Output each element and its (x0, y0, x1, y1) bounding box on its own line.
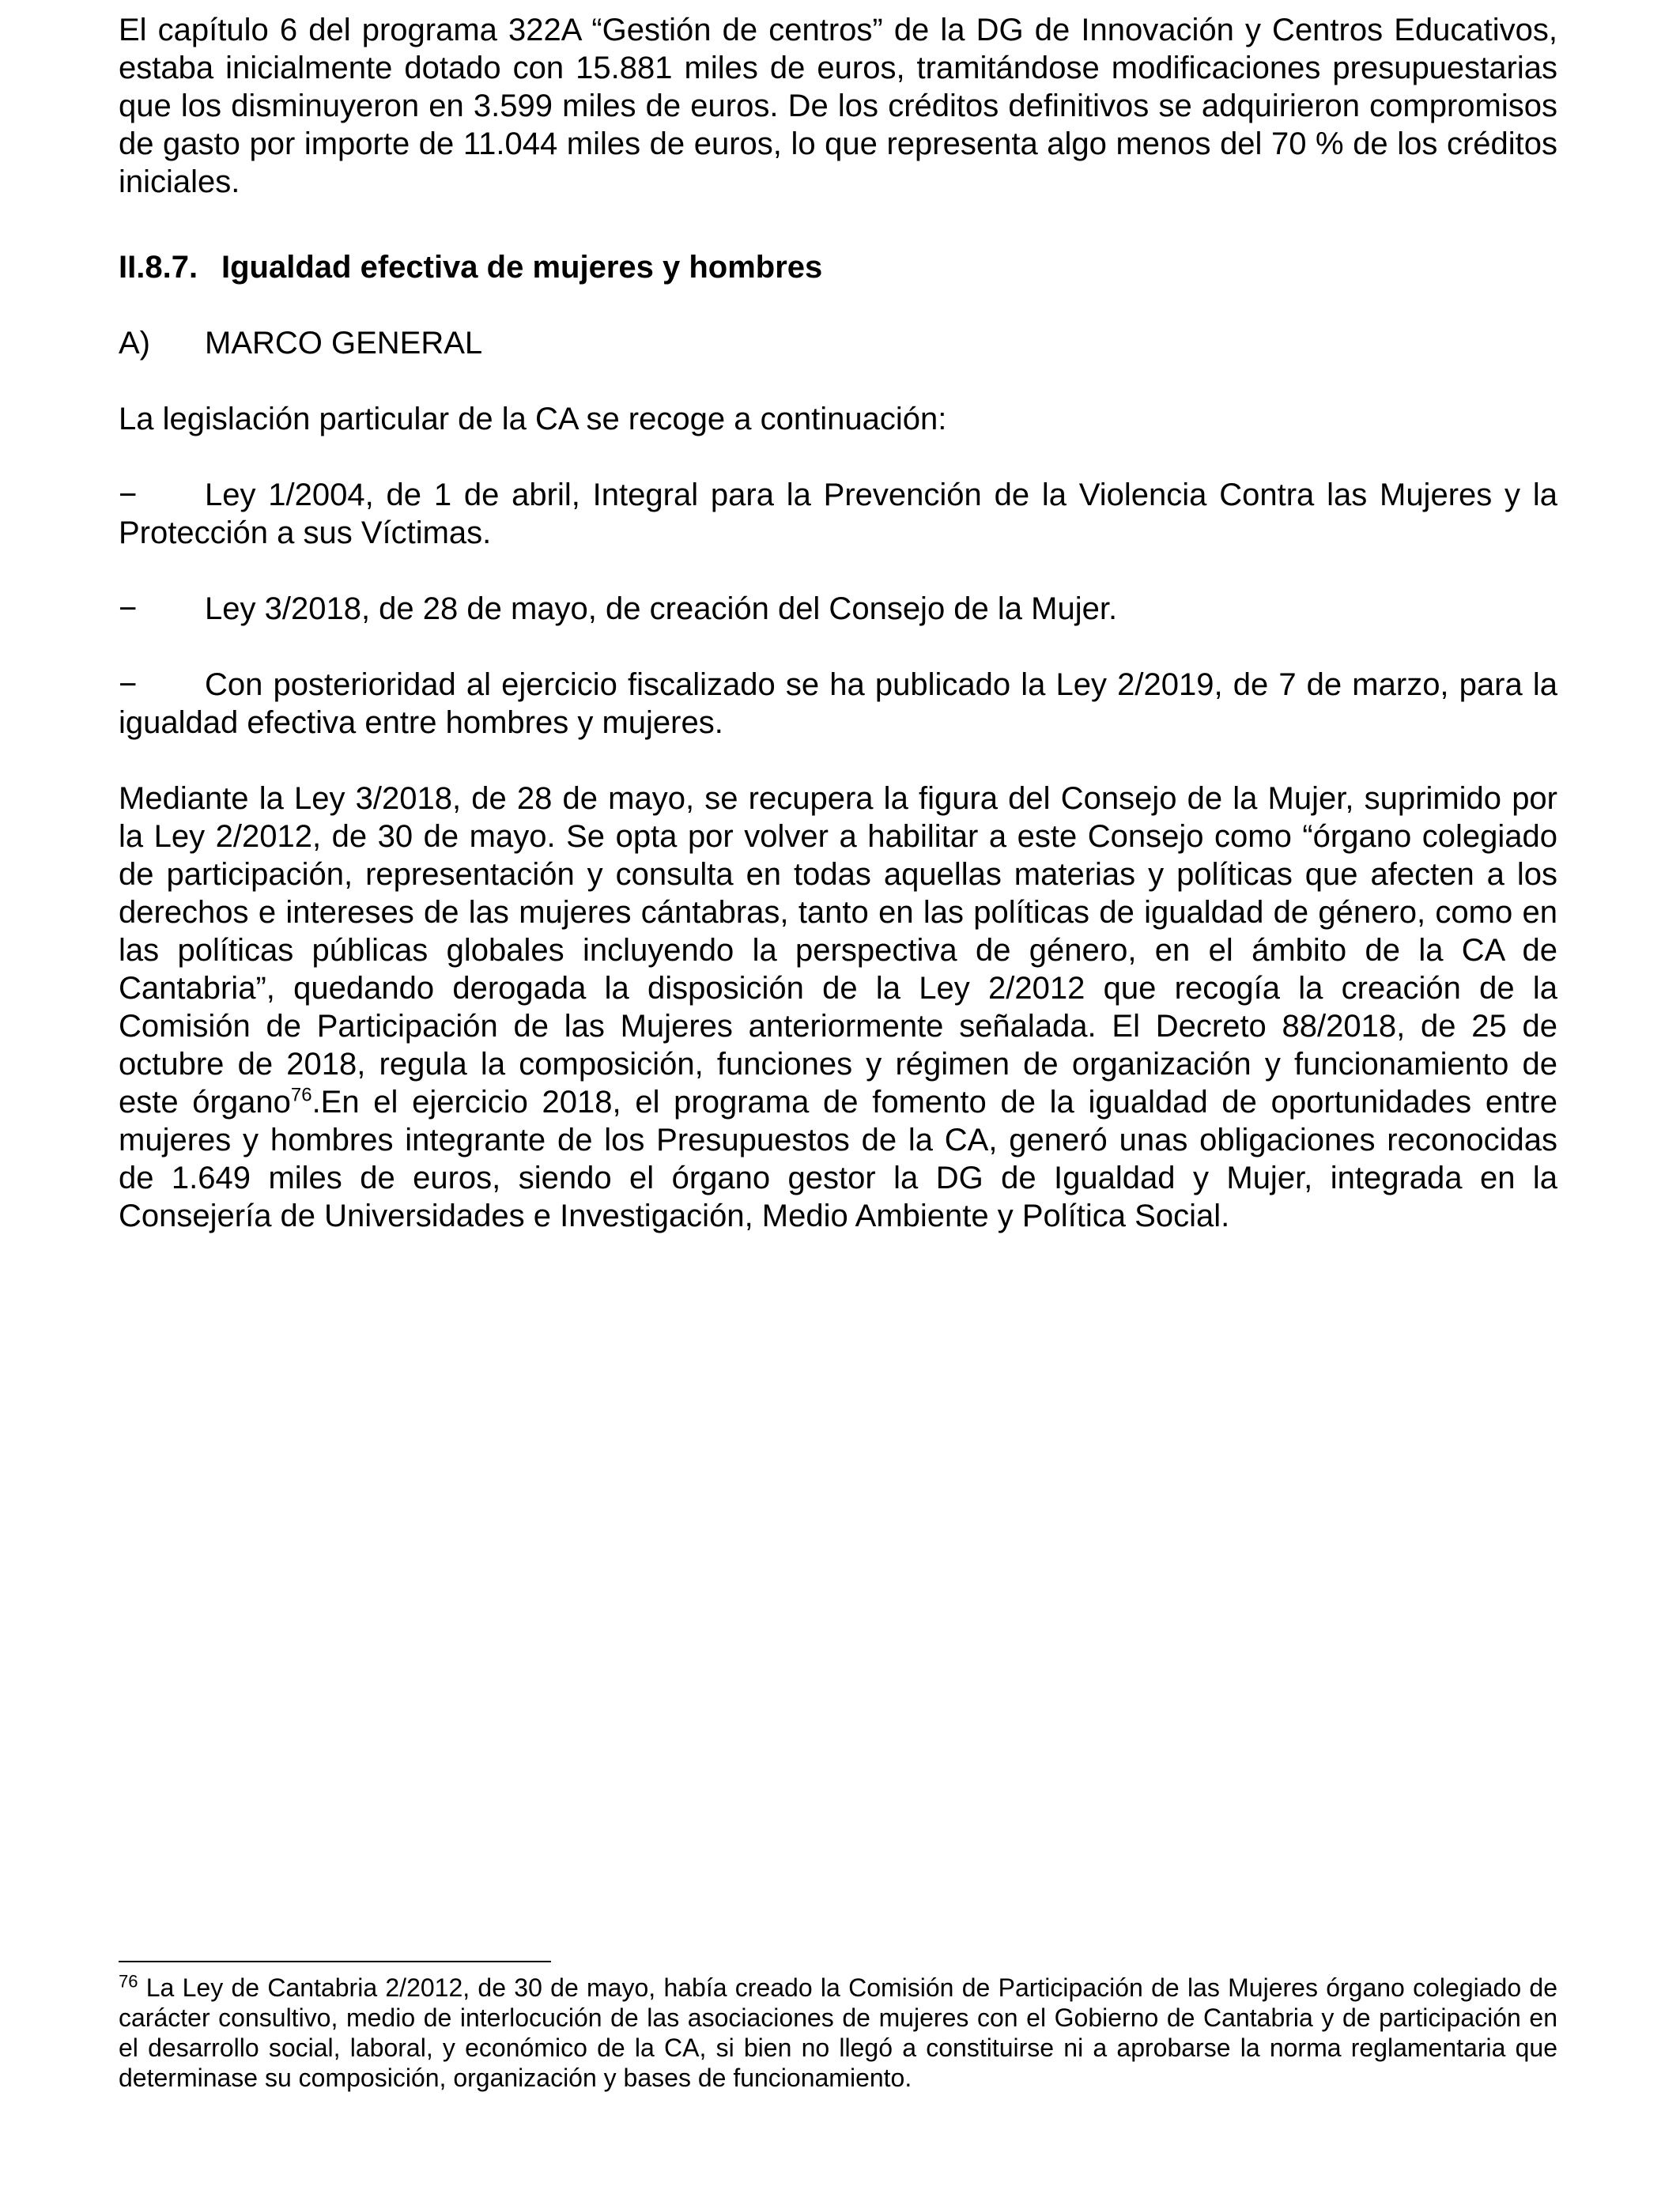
dash-bullet-icon: − (119, 591, 138, 626)
list-item (119, 666, 1557, 742)
list-item-text: Con posterioridad al ejercicio fiscalizado se ha publicado la Ley 2/2019, de 7 de marzo, para la igualdad efectiva entre hombres y mujeres. (119, 667, 1557, 740)
list-item-text: Ley 3/2018, de 28 de mayo, de creación del Consejo de la Mujer. (205, 591, 1118, 626)
list-item (119, 590, 1557, 628)
intro-paragraph: El capítulo 6 del programa 322A “Gestión de centros” de la DG de Innovación y Centros Educativos, estaba inicialmente dotado con 15.881 miles de euros, tramitándose modificaciones presupuestarias que los disminuyeron en 3.599 miles de euros. De los créditos definitivos se adquirieron compromisos de gasto por importe de 11.044 miles de euros, lo que representa algo menos del 70 % de los créditos iniciales. (119, 13, 1557, 199)
section-heading (119, 248, 1557, 286)
section-title: Igualdad efectiva de mujeres y hombres (221, 250, 823, 285)
footnote (119, 1973, 1557, 2093)
footnote-text: La Ley de Cantabria 2/2012, de 30 de mayo, había creado la Comisión de Participación de las Mujeres órgano colegiado de carácter consultivo, medio de interlocución de las asociaciones de mujeres con el Gobierno de Cantabria y de participación en el desarrollo social, laboral, y económico de la CA, si bien no llegó a constituirse ni a aprobarse la norma reglamentaria que determinase su composición, organización y bases de funcionamiento. (119, 1973, 1557, 2092)
subsection-title: MARCO GENERAL (205, 326, 483, 361)
dash-bullet-icon: − (119, 478, 138, 512)
footnote-reference[interactable]: 76 (290, 1084, 312, 1106)
subsection-letter: A) (119, 326, 150, 361)
list-item-text: Ley 1/2004, de 1 de abril, Integral para la Prevención de la Violencia Contra las Mujeres y la Protección a sus Víctimas. (119, 478, 1557, 550)
main-paragraph-part2: .En el ejercicio 2018, el programa de fomento de la igualdad de oportunidades entre mujeres y hombres integrante de los Presupuestos de la CA, generó unas obligaciones reconocidas de 1.649 miles de euros, siendo el órgano gestor la DG de Igualdad y Mujer, integrada en la Consejería de Universidades e Investigación, Medio Ambiente y Política Social. (119, 1085, 1557, 1233)
footnote-number: 76 (119, 1971, 138, 1992)
dash-bullet-icon: − (119, 667, 138, 702)
subsection-heading (119, 324, 1557, 362)
footnote-separator (119, 1961, 551, 1962)
list-item (119, 476, 1557, 552)
legislation-intro: La legislación particular de la CA se recoge a continuación: (119, 402, 947, 436)
document-body (119, 11, 1557, 1235)
main-paragraph-part1: Mediante la Ley 3/2018, de 28 de mayo, se recupera la figura del Consejo de la Mujer, suprimido por la Ley 2/2012, de 30 de mayo. Se opta por volver a habilitar a este Consejo como “órgano colegiado de participación, representación y consulta en todas aquellas materias y políticas que afecten a los derechos e intereses de las mujeres cántabras, tanto en las políticas de igualdad de género, como en las políticas públicas globales incluyendo la perspectiva de género, en el ámbito de la CA de Cantabria”, quedando derogada la disposición de la Ley 2/2012 que recogía la creación de la Comisión de Participación de las Mujeres anteriormente señalada. El Decreto 88/2018, de 25 de octubre de 2018, regula la composición, funciones y régimen de organización y funcionamiento de este órgano (119, 781, 1557, 1120)
main-paragraph (119, 780, 1557, 1235)
section-number: II.8.7. (119, 250, 198, 285)
